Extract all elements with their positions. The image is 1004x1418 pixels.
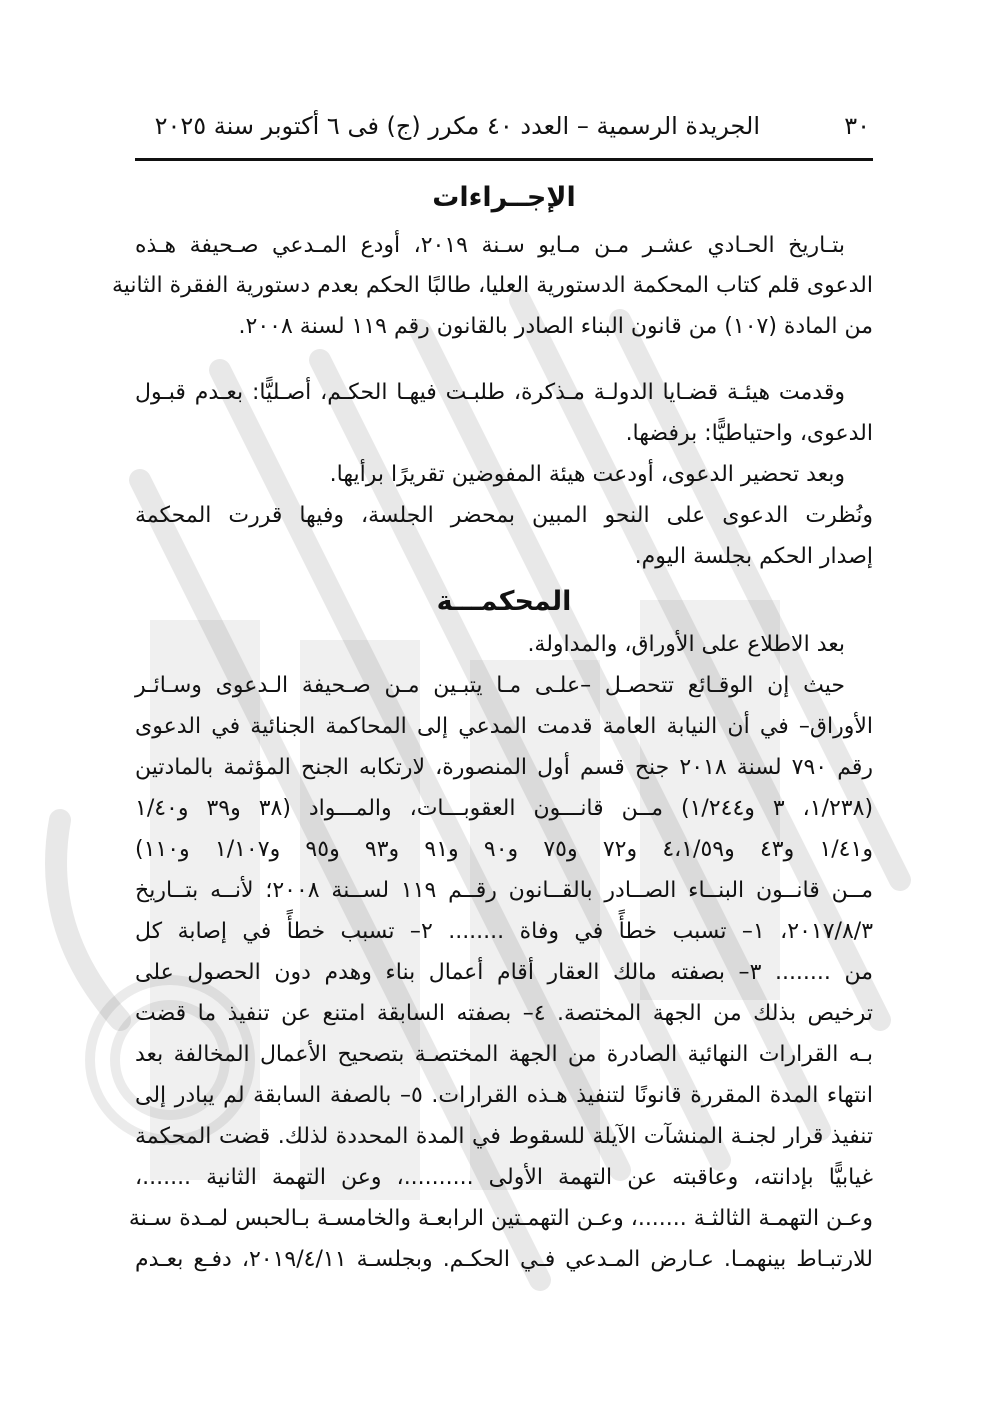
procedures-line: ونُظرت الدعوى على النحو المبين بمحضر الجلسة، وفيها قررت المحكمة bbox=[135, 503, 873, 528]
court-line: حيث إن الوقـائع تتحصـل –علـى مـا يتبـين مـن صـحيفة الـدعوى وسـائـر bbox=[135, 673, 845, 698]
page-header bbox=[150, 108, 870, 148]
court-line: بـه القرارات النهائية الصادرة من الجهة المختصـة بتصحيح الأعمال المخالفة بعد bbox=[135, 1042, 873, 1067]
procedures-line: من المادة (١٠٧) من قانون البناء الصادر بالقانون رقم ١١٩ لسنة ٢٠٠٨. bbox=[238, 314, 873, 339]
court-line: تنفيذ قرار لجنـة المنشآت الآيلة للسقوط في المدة المحددة لذلك. قضت المحكمة bbox=[135, 1124, 873, 1149]
court-line: غيابيًّا بإدانته، وعاقبته عن التهمة الأولى ..........، وعن التهمة الثانية .......، bbox=[135, 1165, 873, 1190]
court-line: و١/٤١ و٤٣ و٤،١/٥٩ و٧٢ و٧٥ و٩٠ و٩١ و٩٣ و٩٥ و١/١٠٧ و١١٠) bbox=[135, 837, 873, 862]
court-line: وعـن التهمـة الثالثـة .......، وعـن التهمـتين الرابعـة والخامسـة بـالحبس لمـدة سـنة bbox=[128, 1206, 873, 1231]
court-line: (١/٢٣٨، ٣ و١/٢٤٤) مــن قانـــون العقوبـــات، والمـــواد (٣٨ و٣٩ و١/٤٠ bbox=[135, 796, 874, 821]
court-line: للارتبـاط بينهمـا. عـارض المـدعي فـي الحكـم. وبجلسـة ٢٠١٩/٤/١١، دفـع بعـدم bbox=[135, 1247, 873, 1272]
page-number: ٣٠ bbox=[844, 112, 870, 140]
procedures-line: الدعوى قلم كتاب المحكمة الدستورية العليا، طالبًا الحكم بعدم دستورية الفقرة الثانية bbox=[111, 273, 873, 298]
procedures-line: الدعوى، واحتياطيًّا: برفضها. bbox=[625, 421, 873, 446]
procedures-line: وقدمت هيئـة قضـايا الدولـة مـذكرة، طلبـت فيهـا الحكـم، أصـليًّا: بعـدم قبـول bbox=[135, 380, 845, 405]
court-line: ٢٠١٧/٨/٣، ١– تسبب خطأً في وفاة ........ ٢– تسبب خطأً في إصابة كل bbox=[135, 919, 874, 944]
procedures-line: بتـاريخ الحـادي عشـر مـن مـايو سـنة ٢٠١٩، أودع المـدعي صـحيفة هـذه bbox=[135, 233, 845, 258]
court-heading: المحكمـــة bbox=[436, 586, 572, 617]
court-line: بعد الاطلاع على الأوراق، والمداولة. bbox=[527, 632, 845, 657]
court-line: مــن قانــون البنــاء الصــادر بالقــانون رقــم ١١٩ لســنة ٢٠٠٨؛ لأنــه بتــاريخ bbox=[135, 878, 873, 903]
court-line: ترخيص بذلك من الجهة المختصة. ٤– بصفته السابقة امتنع عن تنفيذ ما قضت bbox=[135, 1001, 873, 1026]
court-line: الأوراق– في أن النيابة العامة قدمت المدعي إلى المحاكمة الجنائية في الدعوى bbox=[135, 714, 873, 739]
court-line: انتهاء المدة المقررة قانونًا لتنفيذ هـذه القرارات. ٥– بالصفة السابقة لم يبادر إلى bbox=[135, 1083, 873, 1108]
gazette-title: الجريدة الرسمية – العدد ٤٠ مكرر (ج) فى ٦ أكتوبر سنة ٢٠٢٥ bbox=[154, 112, 760, 140]
procedures-line: إصدار الحكم بجلسة اليوم. bbox=[634, 544, 873, 569]
court-line: رقم ٧٩٠ لسنة ٢٠١٨ جنح قسم أول المنصورة، لارتكابه الجنح المؤثمة بالمادتين bbox=[135, 755, 873, 780]
procedures-line: وبعد تحضير الدعوى، أودعت هيئة المفوضين تقريرًا برأيها. bbox=[329, 462, 845, 487]
procedures-heading: الإجــراءات bbox=[432, 182, 576, 213]
court-line: من ........ ٣– بصفته مالك العقار أقام أعمال بناء وهدم دون الحصول على bbox=[135, 960, 873, 985]
header-divider bbox=[135, 158, 873, 161]
